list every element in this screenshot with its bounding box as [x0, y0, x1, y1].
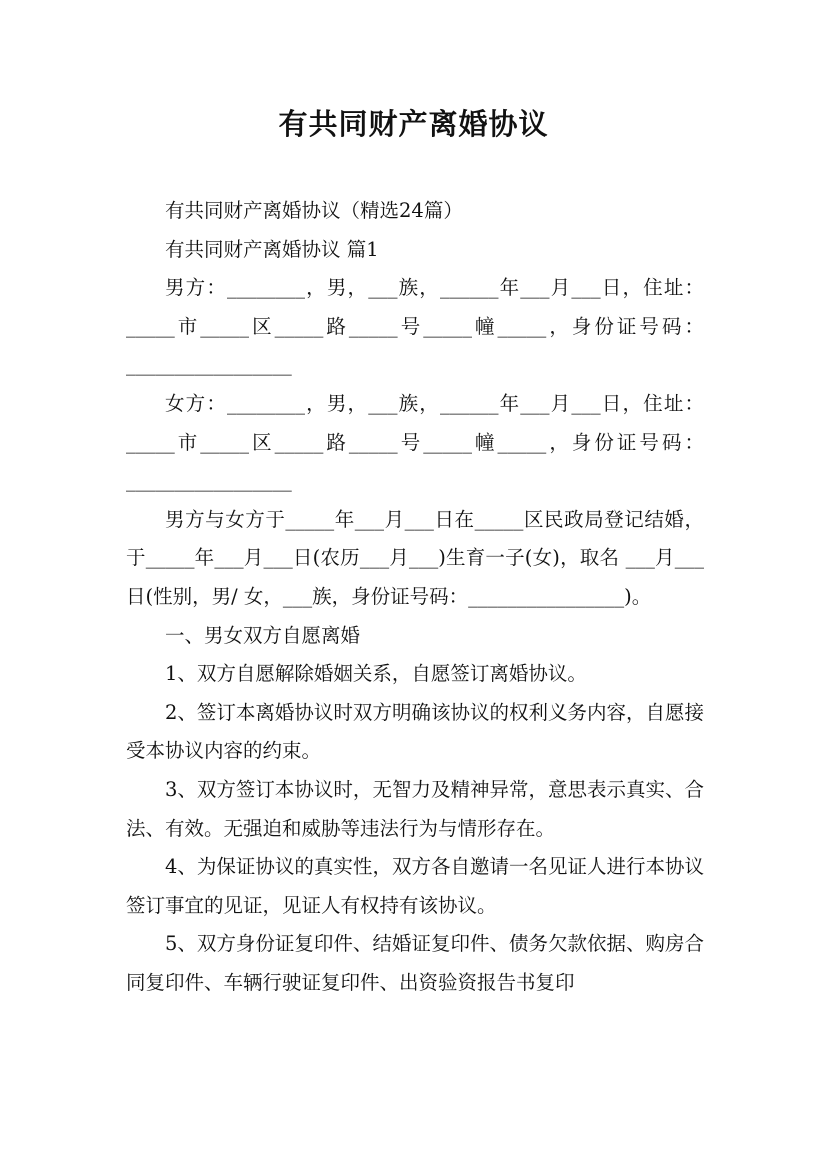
paragraph-clause-2: 2、签订本离婚协议时双方明确该协议的权利义务内容，自愿接受本协议内容的约束。 [126, 700, 704, 763]
document-body [126, 192, 704, 1002]
paragraph-female-party: 女方：________，男，___族，______年___月___日，住址：_____市_____区_____路_____号_____幢_____，身份证号码：_________________ [126, 391, 704, 493]
paragraph-subtitle: 有共同财产离婚协议（精选24篇） [165, 199, 463, 222]
paragraph-marriage-info: 男方与女方于_____年___月___日在_____区民政局登记结婚，于_____年___月___日(农历___月___)生育一子(女)，取名 ___月___日(性别，男/ 女，___族，身份证号码：________________)。 [126, 507, 704, 608]
paragraph-clause-heading: 一、男女双方自愿离婚 [165, 623, 361, 647]
paragraph-clause-5: 5、双方身份证复印件、结婚证复印件、债务欠款依据、购房合同复印件、车辆行驶证复印件、出资验资报告书复印 [126, 932, 704, 994]
paragraph-clause-4: 4、为保证协议的真实性，双方各自邀请一名见证人进行本协议签订事宜的见证，见证人有权持有该协议。 [126, 855, 704, 917]
paragraph-clause-3: 3、双方签订本协议时，无智力及精神异常，意思表示真实、合法、有效。无强迫和威胁等违法行为与情形存在。 [126, 777, 704, 840]
paragraph-clause-1: 1、双方自愿解除婚姻关系，自愿签订离婚协议。 [165, 662, 587, 686]
paragraph-male-party: 男方：________，男，___族，______年___月___日，住址：_____市_____区_____路_____号_____幢_____，身份证号码：_________________ [126, 276, 704, 377]
document-title: 有共同财产离婚协议 [278, 107, 549, 141]
paragraph-section-heading: 有共同财产离婚协议 篇1 [165, 237, 379, 261]
